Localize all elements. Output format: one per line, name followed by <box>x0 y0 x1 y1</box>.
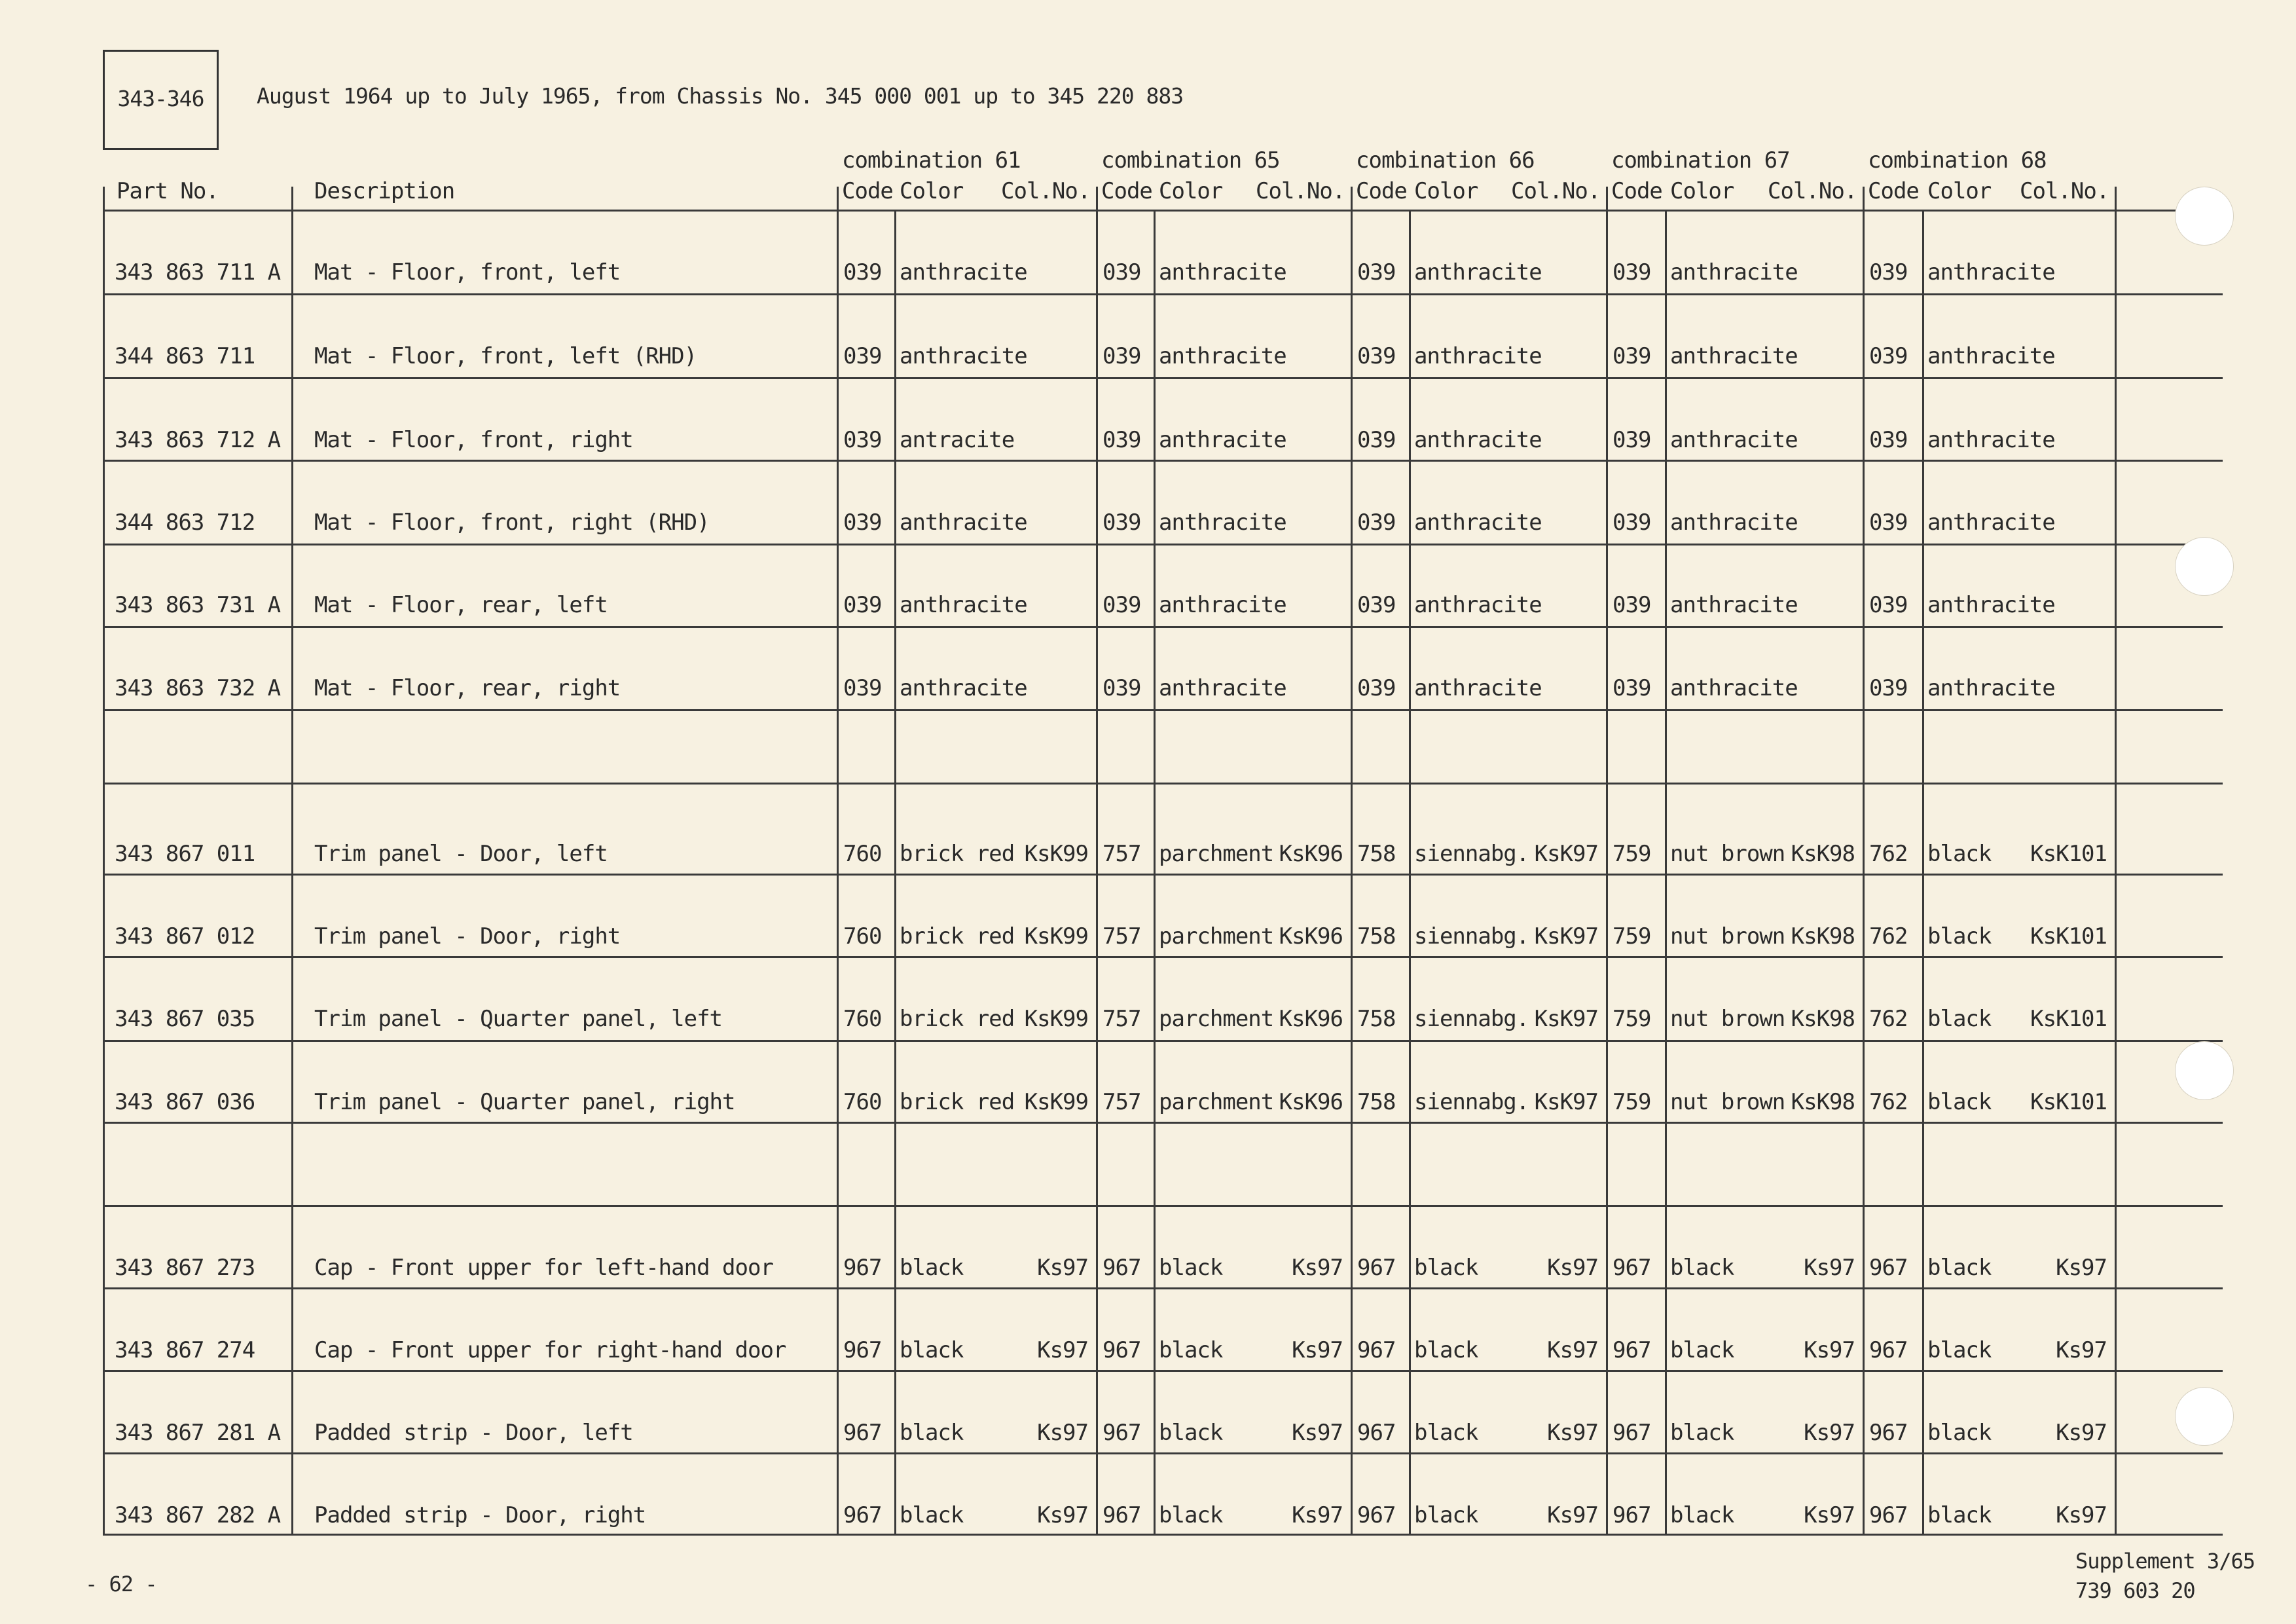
color-code: 039 <box>843 427 882 453</box>
color-name: black <box>1927 1255 1992 1281</box>
part-description: Trim panel - Quarter panel, left <box>314 1006 723 1032</box>
header-color: Color <box>1927 178 1992 204</box>
header-col-no: Col.No. <box>1768 178 1857 204</box>
color-code: 039 <box>1357 592 1396 618</box>
color-code: 967 <box>843 1337 882 1363</box>
color-name: black <box>1159 1420 1223 1446</box>
color-code: 762 <box>1869 923 1908 950</box>
header-code: Code <box>1101 178 1152 204</box>
color-name: anthracite <box>900 675 1027 701</box>
color-name: anthracite <box>1159 343 1286 369</box>
table-left-border <box>103 187 105 1534</box>
color-code: 039 <box>1357 343 1396 369</box>
color-code: 967 <box>1613 1502 1651 1528</box>
color-name: anthracite <box>1927 259 2055 286</box>
header-col-no: Col.No. <box>2020 178 2109 204</box>
color-number: Ks97 <box>1037 1502 1088 1528</box>
color-code: 967 <box>843 1502 882 1528</box>
part-number: 343 867 035 <box>115 1006 255 1032</box>
color-number: Ks97 <box>2056 1255 2107 1281</box>
color-name: black <box>1927 923 1992 950</box>
color-code: 760 <box>843 1089 882 1115</box>
color-name: black <box>1414 1337 1478 1363</box>
color-name: black <box>1927 1337 1992 1363</box>
header-col-no: Col.No. <box>1511 178 1601 204</box>
part-number: 343 867 274 <box>115 1337 255 1363</box>
header-code: Code <box>1611 178 1662 204</box>
color-name: parchment <box>1159 923 1274 950</box>
color-code: 967 <box>1869 1337 1908 1363</box>
color-number: Ks97 <box>1547 1420 1598 1446</box>
part-number: 343 867 273 <box>115 1255 255 1281</box>
color-number: KsK99 <box>1024 841 1088 867</box>
color-name: black <box>1927 1420 1992 1446</box>
column-divider <box>291 187 293 1534</box>
color-name: black <box>1414 1502 1478 1528</box>
color-name: anthracite <box>1414 509 1542 536</box>
color-number: Ks97 <box>1292 1255 1343 1281</box>
supplement-label: Supplement 3/65 <box>2075 1549 2255 1574</box>
color-number: Ks97 <box>1804 1337 1855 1363</box>
color-name: siennabg. <box>1414 1089 1529 1115</box>
color-number: KsK96 <box>1279 923 1343 950</box>
color-name: black <box>1159 1337 1223 1363</box>
part-number: 343 867 281 A <box>115 1420 281 1446</box>
color-name: nut brown <box>1670 1006 1785 1032</box>
color-code: 039 <box>1869 259 1908 286</box>
color-code: 039 <box>843 675 882 701</box>
color-number: KsK98 <box>1791 923 1855 950</box>
part-description: Padded strip - Door, right <box>314 1502 646 1528</box>
color-number: KsK97 <box>1534 1089 1598 1115</box>
color-name: anthracite <box>1927 592 2055 618</box>
color-code: 039 <box>1357 675 1396 701</box>
color-name: anthracite <box>1927 427 2055 453</box>
header-description: Description <box>314 178 455 204</box>
color-name: black <box>1670 1255 1734 1281</box>
row-divider <box>103 544 2223 545</box>
color-code: 759 <box>1613 923 1651 950</box>
model-range-label: 343-346 <box>117 86 204 111</box>
color-number: Ks97 <box>1292 1502 1343 1528</box>
part-description: Mat - Floor, front, right <box>314 427 633 453</box>
color-name: anthracite <box>1414 592 1542 618</box>
color-code: 967 <box>1102 1337 1141 1363</box>
column-divider <box>894 210 896 1534</box>
color-code: 967 <box>1869 1502 1908 1528</box>
color-name: anthracite <box>1159 592 1286 618</box>
color-code: 967 <box>1357 1502 1396 1528</box>
color-code: 039 <box>1869 675 1908 701</box>
color-number: KsK101 <box>2030 1006 2107 1032</box>
color-name: anthracite <box>1414 675 1542 701</box>
column-divider <box>837 187 839 1534</box>
color-code: 759 <box>1613 1006 1651 1032</box>
color-code: 039 <box>1613 343 1651 369</box>
color-code: 762 <box>1869 1089 1908 1115</box>
color-number: Ks97 <box>1804 1255 1855 1281</box>
color-code: 039 <box>1613 592 1651 618</box>
combination-title: combination 66 <box>1356 147 1535 174</box>
row-divider <box>103 1370 2223 1372</box>
color-number: Ks97 <box>2056 1502 2107 1528</box>
combination-title: combination 61 <box>842 147 1021 174</box>
color-name: black <box>900 1337 964 1363</box>
header-code: Code <box>1356 178 1407 204</box>
color-number: KsK98 <box>1791 1006 1855 1032</box>
color-code: 967 <box>1357 1337 1396 1363</box>
part-description: Cap - Front upper for right-hand door <box>314 1337 786 1363</box>
color-number: Ks97 <box>1547 1255 1598 1281</box>
color-number: Ks97 <box>1804 1420 1855 1446</box>
color-code: 967 <box>1357 1255 1396 1281</box>
color-name: black <box>1670 1337 1734 1363</box>
color-code: 967 <box>843 1255 882 1281</box>
part-number: 343 863 711 A <box>115 259 281 286</box>
row-divider <box>103 293 2223 295</box>
color-code: 039 <box>1102 343 1141 369</box>
color-name: antracite <box>900 427 1015 453</box>
color-number: KsK98 <box>1791 841 1855 867</box>
color-code: 039 <box>1869 343 1908 369</box>
row-divider <box>103 460 2223 462</box>
color-name: parchment <box>1159 1006 1274 1032</box>
color-code: 039 <box>1357 259 1396 286</box>
color-code: 757 <box>1102 923 1141 950</box>
color-code: 039 <box>1869 427 1908 453</box>
color-code: 039 <box>1102 592 1141 618</box>
color-name: black <box>1414 1255 1478 1281</box>
color-name: anthracite <box>1927 509 2055 536</box>
color-number: KsK96 <box>1279 1089 1343 1115</box>
color-code: 967 <box>1357 1420 1396 1446</box>
color-name: anthracite <box>1159 259 1286 286</box>
part-number: 344 863 712 <box>115 509 255 536</box>
color-name: anthracite <box>1414 343 1542 369</box>
color-number: KsK99 <box>1024 1006 1088 1032</box>
color-name: anthracite <box>1670 343 1798 369</box>
row-divider <box>103 1122 2223 1124</box>
color-name: black <box>900 1420 964 1446</box>
color-code: 039 <box>1357 509 1396 536</box>
color-name: parchment <box>1159 1089 1274 1115</box>
part-number: 343 867 012 <box>115 923 255 950</box>
color-name: anthracite <box>1670 427 1798 453</box>
color-code: 967 <box>1613 1337 1651 1363</box>
part-number: 343 863 732 A <box>115 675 281 701</box>
color-code: 039 <box>1357 427 1396 453</box>
color-code: 039 <box>843 259 882 286</box>
color-number: Ks97 <box>1037 1337 1088 1363</box>
part-description: Trim panel - Door, left <box>314 841 608 867</box>
row-divider <box>103 874 2223 876</box>
color-code: 039 <box>1613 427 1651 453</box>
part-description: Trim panel - Quarter panel, right <box>314 1089 735 1115</box>
color-number: KsK97 <box>1534 841 1598 867</box>
color-name: brick red <box>900 841 1015 867</box>
color-code: 039 <box>843 592 882 618</box>
header-divider <box>103 210 2223 212</box>
color-code: 967 <box>1869 1420 1908 1446</box>
row-divider <box>103 1452 2223 1454</box>
color-code: 758 <box>1357 923 1396 950</box>
part-description: Cap - Front upper for left-hand door <box>314 1255 773 1281</box>
color-code: 039 <box>1613 509 1651 536</box>
color-code: 760 <box>843 1006 882 1032</box>
color-name: anthracite <box>1414 259 1542 286</box>
color-code: 757 <box>1102 1006 1141 1032</box>
color-number: KsK101 <box>2030 1089 2107 1115</box>
color-code: 759 <box>1613 841 1651 867</box>
color-name: black <box>1927 1006 1992 1032</box>
punch-hole <box>2175 1041 2234 1100</box>
color-number: KsK101 <box>2030 923 2107 950</box>
header-color: Color <box>1670 178 1734 204</box>
row-divider <box>103 626 2223 628</box>
color-name: anthracite <box>1670 675 1798 701</box>
part-number: 344 863 711 <box>115 343 255 369</box>
part-description: Mat - Floor, rear, right <box>314 675 621 701</box>
color-number: KsK96 <box>1279 841 1343 867</box>
part-description: Mat - Floor, rear, left <box>314 592 608 618</box>
header-part-no: Part No. <box>117 178 219 204</box>
row-divider <box>103 956 2223 958</box>
color-code: 039 <box>1869 592 1908 618</box>
column-divider <box>1863 187 1865 1534</box>
color-name: anthracite <box>900 343 1027 369</box>
model-range-box <box>103 50 219 150</box>
color-code: 757 <box>1102 1089 1141 1115</box>
header-color: Color <box>1159 178 1223 204</box>
color-number: Ks97 <box>1292 1420 1343 1446</box>
color-code: 039 <box>843 509 882 536</box>
color-number: Ks97 <box>2056 1337 2107 1363</box>
color-number: Ks97 <box>1037 1255 1088 1281</box>
part-number: 343 867 011 <box>115 841 255 867</box>
table-bottom-line <box>103 1534 2223 1536</box>
color-code: 758 <box>1357 1006 1396 1032</box>
color-name: parchment <box>1159 841 1274 867</box>
part-number: 343 867 036 <box>115 1089 255 1115</box>
color-code: 039 <box>1102 427 1141 453</box>
column-divider <box>1351 187 1353 1534</box>
header-code: Code <box>842 178 893 204</box>
color-name: anthracite <box>1414 427 1542 453</box>
color-code: 760 <box>843 841 882 867</box>
color-number: KsK97 <box>1534 923 1598 950</box>
color-code: 039 <box>1869 509 1908 536</box>
color-number: Ks97 <box>1292 1337 1343 1363</box>
page-number: - 62 - <box>85 1572 157 1596</box>
color-name: brick red <box>900 923 1015 950</box>
color-number: KsK96 <box>1279 1006 1343 1032</box>
row-divider <box>103 1040 2223 1042</box>
color-code: 762 <box>1869 841 1908 867</box>
color-name: anthracite <box>900 259 1027 286</box>
part-number: 343 863 731 A <box>115 592 281 618</box>
column-divider <box>1606 187 1608 1534</box>
punch-hole <box>2175 1387 2234 1446</box>
color-code: 760 <box>843 923 882 950</box>
color-name: anthracite <box>1159 675 1286 701</box>
row-divider <box>103 1205 2223 1207</box>
color-name: nut brown <box>1670 841 1785 867</box>
column-divider <box>2115 187 2117 1534</box>
color-name: anthracite <box>900 592 1027 618</box>
row-divider <box>103 1287 2223 1289</box>
color-code: 039 <box>1102 675 1141 701</box>
color-name: black <box>1927 841 1992 867</box>
color-code: 039 <box>1613 259 1651 286</box>
color-name: black <box>1670 1502 1734 1528</box>
header-color: Color <box>900 178 964 204</box>
header-code: Code <box>1868 178 1919 204</box>
color-name: anthracite <box>1670 592 1798 618</box>
color-code: 039 <box>1102 259 1141 286</box>
color-number: Ks97 <box>1547 1502 1598 1528</box>
part-description: Mat - Floor, front, left <box>314 259 621 286</box>
color-code: 762 <box>1869 1006 1908 1032</box>
part-number: 343 867 282 A <box>115 1502 281 1528</box>
punch-hole <box>2175 537 2234 596</box>
color-code: 758 <box>1357 841 1396 867</box>
document-number: 739 603 20 <box>2075 1578 2195 1603</box>
color-name: black <box>1159 1255 1223 1281</box>
color-name: brick red <box>900 1089 1015 1115</box>
color-code: 757 <box>1102 841 1141 867</box>
chassis-range-text: August 1964 up to July 1965, from Chassis No. 345 000 001 up to 345 220 883 <box>257 83 1184 109</box>
color-name: anthracite <box>1159 509 1286 536</box>
color-name: black <box>1927 1502 1992 1528</box>
color-name: anthracite <box>1927 675 2055 701</box>
row-divider <box>103 709 2223 711</box>
color-code: 967 <box>1102 1420 1141 1446</box>
part-description: Padded strip - Door, left <box>314 1420 633 1446</box>
color-name: black <box>900 1255 964 1281</box>
color-number: Ks97 <box>2056 1420 2107 1446</box>
color-code: 758 <box>1357 1089 1396 1115</box>
color-name: siennabg. <box>1414 1006 1529 1032</box>
color-name: anthracite <box>1159 427 1286 453</box>
column-divider <box>1665 210 1667 1534</box>
color-code: 967 <box>1613 1420 1651 1446</box>
color-code: 967 <box>1613 1255 1651 1281</box>
column-divider <box>1922 210 1924 1534</box>
color-code: 967 <box>843 1420 882 1446</box>
column-divider <box>1154 210 1156 1534</box>
color-code: 967 <box>1102 1255 1141 1281</box>
combination-title: combination 68 <box>1868 147 2047 174</box>
color-name: anthracite <box>1927 343 2055 369</box>
column-divider <box>1096 187 1098 1534</box>
color-name: black <box>1670 1420 1734 1446</box>
punch-hole <box>2175 187 2234 246</box>
color-number: Ks97 <box>1804 1502 1855 1528</box>
color-name: anthracite <box>1670 509 1798 536</box>
row-divider <box>103 783 2223 784</box>
part-description: Mat - Floor, front, left (RHD) <box>314 343 697 369</box>
column-divider <box>1409 210 1411 1534</box>
combination-title: combination 67 <box>1611 147 1790 174</box>
color-name: black <box>900 1502 964 1528</box>
color-name: siennabg. <box>1414 923 1529 950</box>
color-code: 967 <box>1869 1255 1908 1281</box>
part-number: 343 863 712 A <box>115 427 281 453</box>
color-code: 967 <box>1102 1502 1141 1528</box>
color-name: black <box>1414 1420 1478 1446</box>
color-code: 759 <box>1613 1089 1651 1115</box>
color-number: KsK99 <box>1024 1089 1088 1115</box>
color-number: KsK98 <box>1791 1089 1855 1115</box>
color-code: 039 <box>1102 509 1141 536</box>
color-number: KsK101 <box>2030 841 2107 867</box>
color-number: KsK97 <box>1534 1006 1598 1032</box>
header-color: Color <box>1414 178 1478 204</box>
color-number: Ks97 <box>1547 1337 1598 1363</box>
color-name: nut brown <box>1670 1089 1785 1115</box>
color-number: KsK99 <box>1024 923 1088 950</box>
color-number: Ks97 <box>1037 1420 1088 1446</box>
color-name: anthracite <box>1670 259 1798 286</box>
part-description: Mat - Floor, front, right (RHD) <box>314 509 710 536</box>
color-name: black <box>1927 1089 1992 1115</box>
color-name: anthracite <box>900 509 1027 536</box>
color-name: brick red <box>900 1006 1015 1032</box>
color-name: nut brown <box>1670 923 1785 950</box>
combination-title: combination 65 <box>1101 147 1280 174</box>
header-col-no: Col.No. <box>1001 178 1091 204</box>
row-divider <box>103 377 2223 379</box>
part-description: Trim panel - Door, right <box>314 923 621 950</box>
color-name: black <box>1159 1502 1223 1528</box>
color-name: siennabg. <box>1414 841 1529 867</box>
header-col-no: Col.No. <box>1256 178 1345 204</box>
color-code: 039 <box>843 343 882 369</box>
color-code: 039 <box>1613 675 1651 701</box>
